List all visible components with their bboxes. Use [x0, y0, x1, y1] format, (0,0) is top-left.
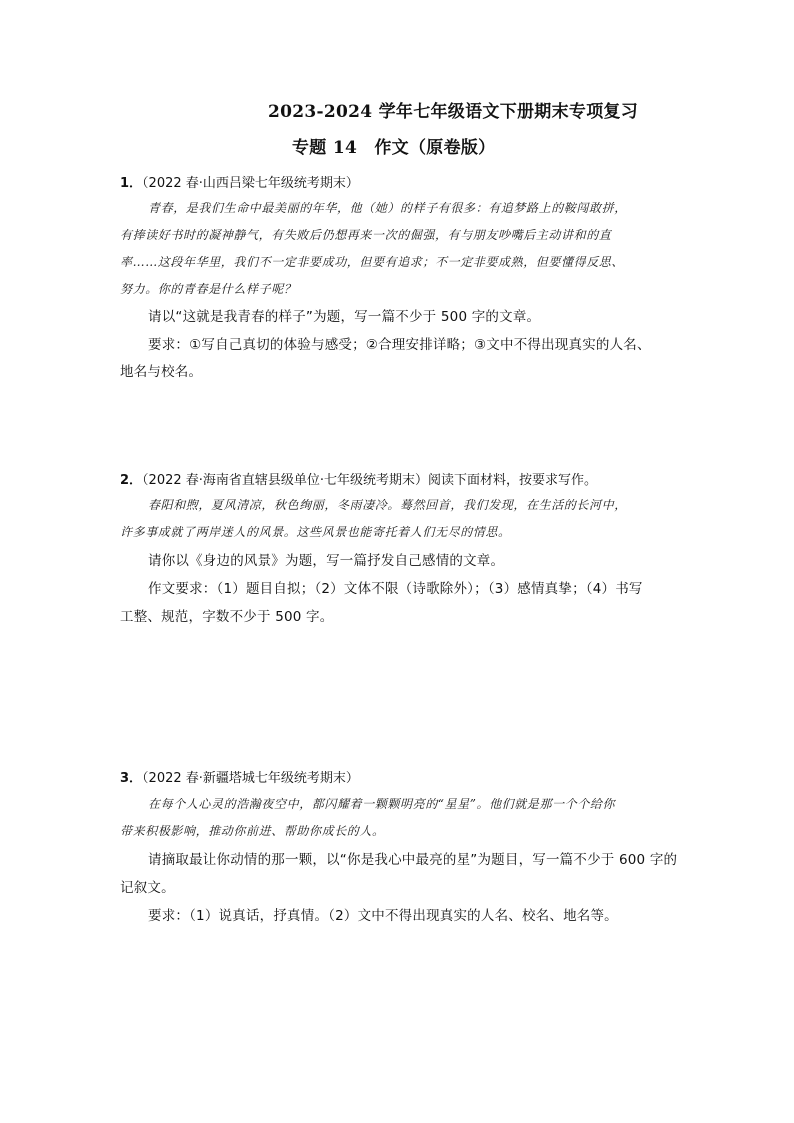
question-1-material-line-4: 努力。你的青春是什么样子呢？	[120, 282, 297, 296]
question-1-header	[120, 172, 359, 191]
question-3-task-line-1: 请摘取最让你动情的那一颗，以“你是我心中最亮的星”为题目，写一篇不少于 600 字的	[148, 852, 678, 868]
question-2-number: 2．	[120, 473, 143, 488]
question-2-task: 请你以《身边的风景》为题，写一篇抒发自己感情的文章。	[148, 553, 505, 569]
question-1-material-line-1: 青春，是我们生命中最美丽的年华，他（她）的样子有很多：有追梦路上的鞍闯敢拼，	[148, 201, 627, 215]
question-1-requirements-line-2: 地名与校名。	[120, 364, 203, 380]
question-3-material-line-2: 带来积极影响，推动你前进、帮助你成长的人。	[120, 824, 385, 838]
question-3-material-line-1: 在每个人心灵的浩瀚夜空中，都闪耀着一颗颗明亮的“星星”。他们就是那一个个给你	[148, 797, 616, 811]
question-1-number: 1．	[120, 176, 143, 191]
question-1-task: 请以“这就是我青春的样子”为题，写一篇不少于 500 字的文章。	[148, 309, 541, 325]
question-2-material-line-2: 许多事成就了两岸迷人的风景。这些风景也能寄托着人们无尽的情思。	[120, 525, 511, 539]
question-2-requirements-line-1: 作文要求：（1）题目自拟；（2）文体不限（诗歌除外）；（3）感情真挚；（4）书写	[148, 581, 643, 597]
question-3-number: 3．	[120, 771, 143, 786]
document-subtitle: 专题 14 作文（原卷版）	[292, 138, 496, 158]
question-2-requirements-line-2: 工整、规范，字数不少于 500 字。	[120, 609, 334, 625]
question-3-task-line-2: 记叙文。	[120, 880, 175, 896]
question-1-source: （2022 春·山西吕梁七年级统考期末）	[142, 176, 359, 191]
document-title: 2023-2024 学年七年级语文下册期末专项复习	[268, 102, 639, 122]
question-2-header	[120, 469, 597, 488]
question-1-material-line-3: 率……这段年华里，我们不一定非要成功，但要有追求；不一定非要成熟，但要懂得反思、	[120, 255, 625, 269]
question-1-requirements-line-1: 要求：①写自己真切的体验与感受；②合理安排详略；③文中不得出现真实的人名、	[148, 337, 651, 353]
question-3-requirements-line-1: 要求：（1）说真话，抒真情。（2）文中不得出现真实的人名、校名、地名等。	[148, 908, 618, 924]
question-2-material-line-1: 春阳和煦，夏风清凉，秋色绚丽，冬雨凄冷。蓦然回首，我们发现，在生活的长河中，	[148, 498, 627, 512]
question-2-source: （2022 春·海南省直辖县级单位·七年级统考期末）阅读下面材料，按要求写作。	[142, 473, 598, 488]
question-3-header	[120, 767, 359, 786]
question-3-source: （2022 春·新疆塔城七年级统考期末）	[142, 771, 359, 786]
question-1-material-line-2: 有捧读好书时的凝神静气，有失败后仍想再来一次的倔强，有与朋友吵嘴后主动讲和的直	[120, 228, 612, 242]
